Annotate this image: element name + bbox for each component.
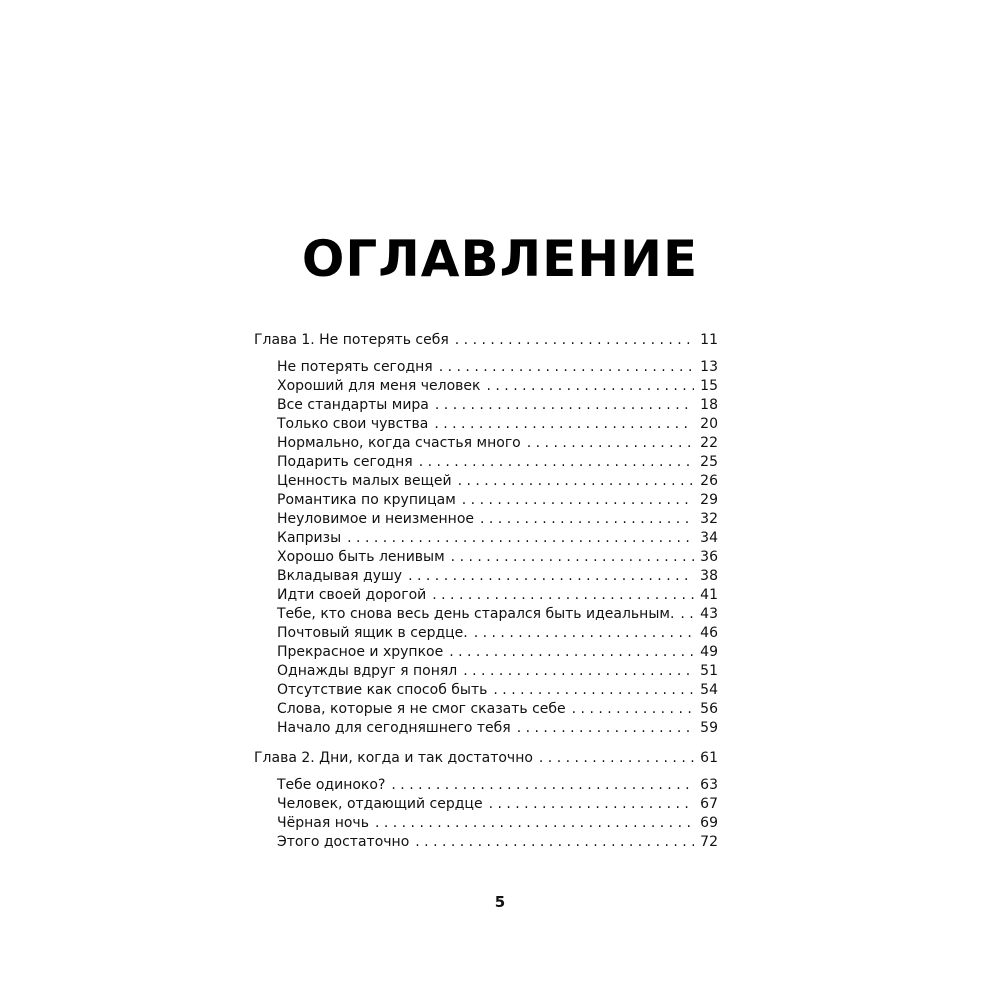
chapter-title: Глава 2. Дни, когда и так достаточно xyxy=(254,750,533,766)
dot-leader xyxy=(455,329,694,352)
chapter-page: 11 xyxy=(700,332,718,348)
dot-leader xyxy=(391,776,694,795)
dot-leader xyxy=(434,415,694,434)
toc-entry xyxy=(254,814,718,833)
toc-entry xyxy=(254,548,718,567)
dot-leader xyxy=(517,719,694,738)
entry-title: Романтика по крупицам xyxy=(277,492,456,508)
chapter-entry-1 xyxy=(254,329,718,352)
entry-page: 67 xyxy=(700,796,718,812)
entry-page: 38 xyxy=(700,568,718,584)
entry-title: Чёрная ночь xyxy=(277,815,369,831)
entry-title: Вкладывая душу xyxy=(277,568,403,584)
entry-title: Только свои чувства xyxy=(277,416,429,432)
entry-page: 63 xyxy=(700,777,718,793)
dot-leader xyxy=(463,662,694,681)
entry-page: 15 xyxy=(700,378,718,394)
toc-entry xyxy=(254,415,718,434)
toc-entry xyxy=(254,624,718,643)
entry-title: Отсутствие как способ быть xyxy=(277,682,488,698)
entry-page: 54 xyxy=(700,682,718,698)
dot-leader xyxy=(432,586,694,605)
dot-leader xyxy=(451,548,695,567)
entry-page: 18 xyxy=(700,397,718,413)
dot-leader xyxy=(347,529,694,548)
entry-title: Не потерять сегодня xyxy=(277,359,433,375)
dot-leader xyxy=(435,396,694,415)
entry-title: Капризы xyxy=(277,530,342,546)
dot-leader xyxy=(489,795,695,814)
toc-entry xyxy=(254,491,718,510)
entry-page: 72 xyxy=(700,834,718,850)
entry-title: Нормально, когда счастья много xyxy=(277,435,521,451)
dot-leader xyxy=(408,567,694,586)
toc-entry xyxy=(254,396,718,415)
entry-title: Тебе, кто снова весь день старался быть идеальным. xyxy=(277,606,675,622)
entry-title: Ценность малых вещей xyxy=(277,473,452,489)
toc-entry xyxy=(254,795,718,814)
entry-page: 26 xyxy=(700,473,718,489)
toc-entry xyxy=(254,719,718,738)
toc-entry xyxy=(254,453,718,472)
toc-entry xyxy=(254,643,718,662)
toc-entry xyxy=(254,510,718,529)
entry-title: Начало для сегодняшнего тебя xyxy=(277,720,511,736)
entry-title: Идти своей дорогой xyxy=(277,587,427,603)
chapter-entry-2 xyxy=(254,747,718,770)
entry-page: 46 xyxy=(700,625,718,641)
dot-leader xyxy=(527,434,694,453)
entry-title: Хороший для меня человек xyxy=(277,378,481,394)
entry-page: 36 xyxy=(700,549,718,565)
entry-page: 59 xyxy=(700,720,718,736)
entry-page: 41 xyxy=(700,587,718,603)
entry-title: Прекрасное и хрупкое xyxy=(277,644,444,660)
entry-page: 43 xyxy=(700,606,718,622)
toc-entry xyxy=(254,472,718,491)
toc-entry xyxy=(254,358,718,377)
toc-entry xyxy=(254,434,718,453)
table-of-contents xyxy=(254,329,718,852)
dot-leader xyxy=(539,747,694,770)
dot-leader xyxy=(419,453,694,472)
dot-leader xyxy=(487,377,695,396)
chapter-spacer xyxy=(254,738,718,747)
toc-entry xyxy=(254,700,718,719)
entry-page: 13 xyxy=(700,359,718,375)
chapter-title: Глава 1. Не потерять себя xyxy=(254,332,449,348)
entry-page: 29 xyxy=(700,492,718,508)
dot-leader xyxy=(480,510,694,529)
entry-page: 20 xyxy=(700,416,718,432)
dot-leader xyxy=(415,833,694,852)
entry-page: 34 xyxy=(700,530,718,546)
dot-leader xyxy=(572,700,695,719)
dot-leader xyxy=(458,472,695,491)
entry-page: 69 xyxy=(700,815,718,831)
entry-title: Все стандарты мира xyxy=(277,397,429,413)
entry-page: 25 xyxy=(700,454,718,470)
entry-title: Человек, отдающий сердце xyxy=(277,796,483,812)
dot-leader xyxy=(680,605,694,624)
toc-entry xyxy=(254,586,718,605)
toc-entry xyxy=(254,567,718,586)
entry-title: Тебе одиноко? xyxy=(277,777,386,793)
entry-title: Слова, которые я не смог сказать себе xyxy=(277,701,566,717)
dot-leader xyxy=(493,681,694,700)
entry-page: 51 xyxy=(700,663,718,679)
toc-entry xyxy=(254,605,718,624)
entry-page: 49 xyxy=(700,644,718,660)
page-title: ОГЛАВЛЕНИЕ xyxy=(301,230,699,288)
entry-title: Подарить сегодня xyxy=(277,454,413,470)
toc-entry xyxy=(254,529,718,548)
dot-leader xyxy=(375,814,694,833)
toc-entry xyxy=(254,662,718,681)
toc-entry xyxy=(254,833,718,852)
toc-entry xyxy=(254,681,718,700)
entry-page: 22 xyxy=(700,435,718,451)
entry-title: Неуловимое и неизменное xyxy=(277,511,474,527)
dot-leader xyxy=(439,358,694,377)
entry-title: Однажды вдруг я понял xyxy=(277,663,458,679)
dot-leader xyxy=(449,643,694,662)
page-number: 5 xyxy=(494,893,506,911)
entry-title: Почтовый ящик в сердце. xyxy=(277,625,468,641)
entry-page: 32 xyxy=(700,511,718,527)
toc-entry xyxy=(254,377,718,396)
entry-page: 56 xyxy=(700,701,718,717)
dot-leader xyxy=(462,491,694,510)
dot-leader xyxy=(474,624,694,643)
entry-title: Этого достаточно xyxy=(277,834,410,850)
entry-title: Хорошо быть ленивым xyxy=(277,549,445,565)
chapter-page: 61 xyxy=(700,750,718,766)
toc-entry xyxy=(254,776,718,795)
